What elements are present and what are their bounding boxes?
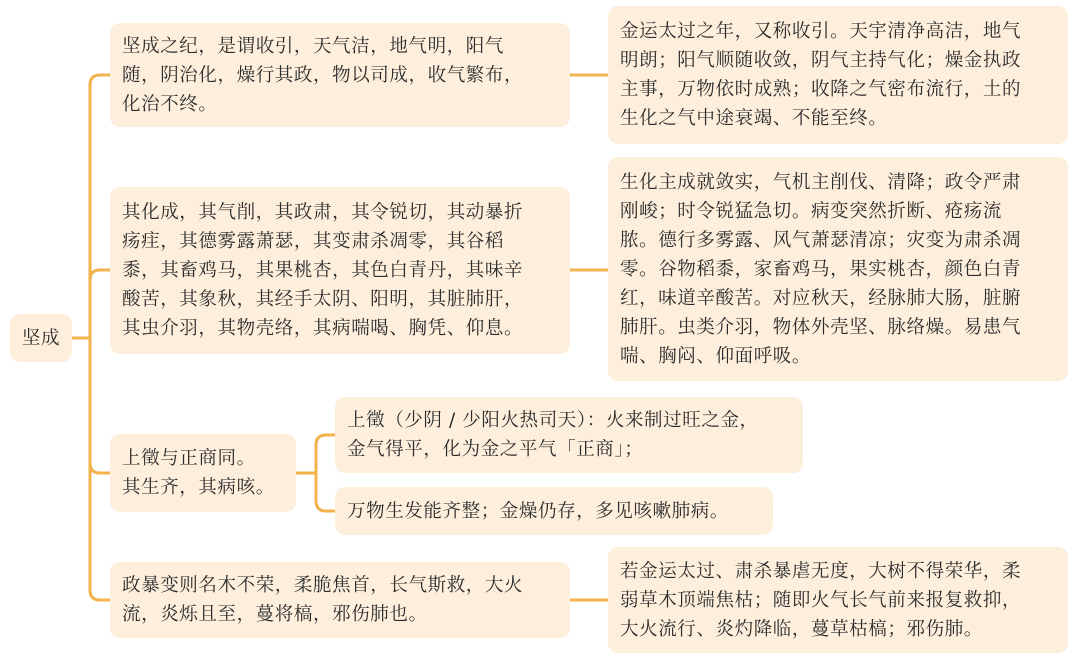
connector-branch-2 bbox=[90, 270, 110, 338]
leaf-node-3a[interactable] bbox=[335, 397, 803, 473]
connector-leaf-3a bbox=[316, 435, 335, 473]
connector-branch-4 bbox=[90, 338, 110, 600]
branch-text-4: 政暴变则名木不荣，柔脆焦首，长气斯救，大火 流，炎烁且至，蔓将槁，邪伤肺也。 bbox=[122, 575, 524, 625]
leaf-node-2[interactable] bbox=[608, 157, 1068, 381]
branch-text-2: 其化成，其气削，其政肃，其令锐切，其动暴折 疡疰，其德雾露萧瑟，其变肃杀凋零，其谷稻 黍，其畜鸡马，其果桃杏，其色白青丹，其味辛 酸苦，其象秋，其经手太阴、阳明，其脏肺肝， 其虫介羽，其物壳络，其病喘喝、胸凭、仰息。 bbox=[122, 202, 524, 339]
connector-leaf-3b bbox=[316, 473, 335, 511]
connector-branch-1 bbox=[90, 75, 110, 338]
leaf-text-2: 生化主成就敛实，气机主削伐、清降；政令严肃 刚峻；时令锐猛急切。病变突然折断、疮疡流 脓。德行多雾露、风气萧瑟清凉；灾变为肃杀凋 零。谷物稻黍，家畜鸡马，果实桃杏，颜色白青 红，味道辛酸苦。对应秋天，经脉肺大肠，脏腑 肺肝。虫类介羽，物体外壳坚、脉络燥。易患气 喘、胸闷、仰面呼吸。 bbox=[620, 171, 1022, 367]
branch-node-3[interactable] bbox=[110, 434, 296, 512]
branch-node-1[interactable] bbox=[110, 23, 570, 127]
leaf-text-3a: 上徵（少阴 / 少阳火热司天）：火来制过旺之金， 金气得平，化为金之平气「正商」； bbox=[347, 410, 759, 460]
leaf-text-3b: 万物生发能齐整；金燥仍存，多见咳嗽肺病。 bbox=[347, 500, 730, 522]
leaf-node-1[interactable] bbox=[608, 6, 1068, 144]
root-node[interactable] bbox=[10, 314, 72, 362]
branch-text-1: 坚成之纪，是谓收引，天气洁，地气明，阳气 随，阴治化，燥行其政，物以司成，收气繁布， 化治不终。 bbox=[122, 35, 524, 115]
leaf-node-3b[interactable] bbox=[335, 487, 773, 535]
branch-node-4[interactable] bbox=[110, 562, 570, 638]
branch-text-3: 上徵与正商同。 其生齐，其病咳。 bbox=[122, 448, 275, 498]
connector-branch-3 bbox=[90, 338, 110, 473]
root-label: 坚成 bbox=[21, 327, 61, 349]
leaf-node-4[interactable] bbox=[608, 547, 1068, 653]
leaf-text-4: 若金运太过、肃杀暴虐无度，大树不得荣华，柔 弱草木顶端焦枯；随即火气长气前来报复救抑， 大火流行、炎灼降临，蔓草枯槁；邪伤肺。 bbox=[620, 560, 1022, 640]
leaf-text-1: 金运太过之年，又称收引。天宇清净高洁，地气 明朗；阳气顺随收敛，阴气主持气化；燥金执政 主事，万物依时成熟；收降之气密布流行，土的 生化之气中途衰竭、不能至终。 bbox=[620, 21, 1022, 129]
branch-node-2[interactable] bbox=[110, 187, 570, 354]
